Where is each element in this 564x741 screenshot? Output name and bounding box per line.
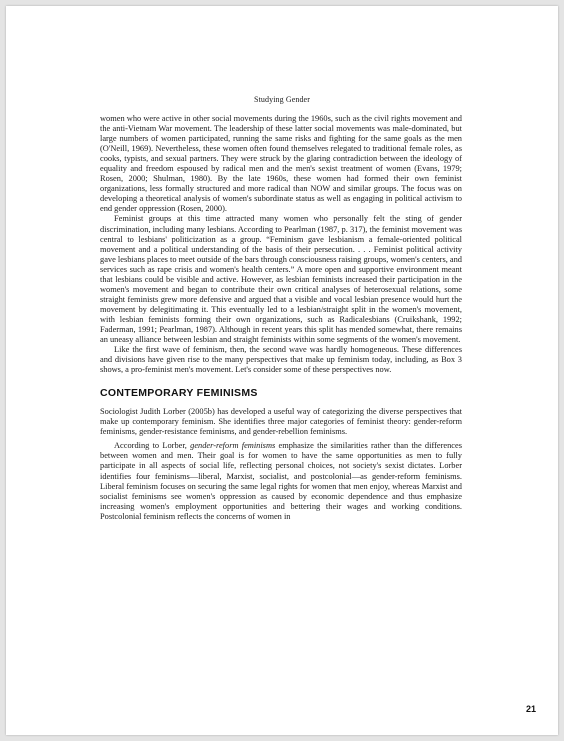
paragraph: Like the first wave of feminism, then, the second wave was hardly homogeneous. These differences and divisions have given rise to the many perspectives that make up feminism today, including, as Box 3 shows, a pro-feminist men's movement. Let's consider some of these perspectives now. [100, 345, 462, 375]
paragraph: Feminist groups at this time attracted many women who personally felt the sting of gender discrimination, including many lesbians. According to Pearlman (1987, p. 317), the feminist movement was central to lesbians' politicization as a group. “Feminism gave lesbianism a female-oriented political movement and a political understanding of the basis of their persecution. . . . Feminist political activity gave lesbians places to meet outside of the bars through consciousness raising groups, women's centers, and services such as rape crisis and women's health centers.” A more open and supportive environment meant that lesbians could be visible and active. However, as lesbian feminists increased their participation in the women's movement and began to contribute their own critical analyses of heterosexual relations, some straight feminists grew more defensive and argued that a visible and vocal lesbian presence would hurt the movement by delegitimating it. This eventually led to a lesbian/straight split in the women's movement, with lesbian feminists forming their own organizations, such as Radicalesbians (Cruikshank, 1992; Faderman, 1991; Pearlman, 1987). Although in recent years this split has mended somewhat, there remains an uneasy alliance between lesbian and straight feminists within some segments of the women's movement. [100, 214, 462, 345]
running-head: Studying Gender [254, 95, 310, 104]
body-text [100, 114, 462, 522]
paragraph: women who were active in other social movements during the 1960s, such as the civil rights movement and the anti-Vietnam War movement. The leadership of these latter social movements was male-dominated, but large numbers of women participated, running the same risks and fighting for the same goals as the men (O'Neill, 1969). Nevertheless, these women often found themselves relegated to traditional female roles, as cooks, typists, and sexual partners. They were struck by the glaring contradiction between the ideology of equality and freedom espoused by radical men and the men's sexist treatment of women (Evans, 1979; Rosen, 2000; Shulman, 1980). By the late 1960s, these women had formed their own feminist organizations, less formally structured and more radical than NOW and similar groups. The focus was on developing a theoretical analysis of women's subordinate status as well as engaging in political activism to end gender oppression (Rosen, 2000). [100, 114, 462, 214]
paragraph: Sociologist Judith Lorber (2005b) has developed a useful way of categorizing the diverse perspectives that make up contemporary feminism. She identifies three major categories of feminist theory: gender-reform feminisms, gender-resistance feminisms, and gender-rebellion feminisms. [100, 407, 462, 437]
paragraph [100, 441, 462, 521]
page-number: 21 [525, 704, 536, 714]
emphasized-term: gender-reform feminisms [190, 441, 276, 451]
paragraph-rest: emphasize the similarities rather than the differences between women and men. Their goal is for women to have the same opportunities as men to fully participate in all aspects of social life, reflecting personal choices, not society's sexist dictates. Lorber identifies four feminisms—liberal, Marxist, socialist, and postcolonial—as gender-reform feminisms. Liberal feminism focuses on securing the same legal rights for women that men enjoy, whereas Marxist and socialist feminisms see women's oppression as caused by economic dependence and thus emphasize increasing women's employment opportunities and bettering their wages and working conditions. Postcolonial feminism reflects the concerns of women in [100, 441, 462, 521]
document-page [6, 6, 558, 735]
section-heading: CONTEMPORARY FEMINISMS [100, 387, 258, 400]
paragraph-lead: According to Lorber, [114, 441, 191, 451]
